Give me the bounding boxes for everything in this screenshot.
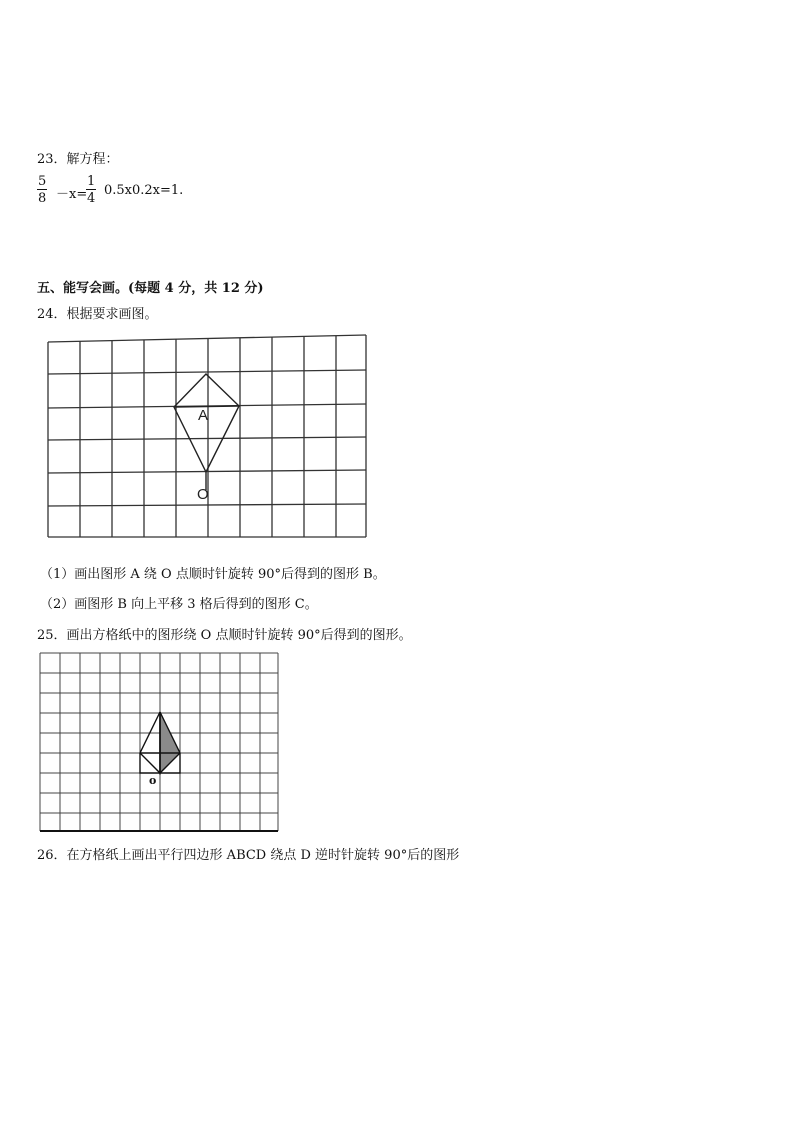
fraction-five-eighths: $\frac{5}{8}$ — [38, 174, 47, 206]
equation-minus-x: －x= — [56, 187, 88, 202]
q24-title: 24．根据要求画图。 — [37, 307, 158, 322]
q24-part2: （2）画图形 B 向上平移 3 格后得到的图形 C。 — [40, 597, 318, 612]
label-o: O — [197, 486, 209, 503]
fraction-one-quarter: $\frac{1}{4}$ — [87, 174, 96, 206]
equation-two: 0.5x0.2x=1. — [104, 183, 184, 198]
section-five-title: 五、能写会画。(每题 4 分，共 12 分) — [37, 281, 264, 296]
q24-grid-lines — [48, 335, 366, 537]
q24-grid-figure — [40, 330, 380, 545]
q24-part1: （1）画出图形 A 绕 O 点顺时针旋转 90°后得到的图形 B。 — [40, 567, 386, 582]
q26-title: 26．在方格纸上画出平行四边形 ABCD 绕点 D 逆时针旋转 90°后的图形 — [37, 848, 460, 863]
q25-title: 25．画出方格纸中的图形绕 O 点顺时针旋转 90°后得到的图形。 — [37, 628, 412, 643]
kite-shape-a — [174, 374, 239, 490]
label-o-small: o — [149, 774, 157, 787]
label-a: A — [198, 407, 209, 424]
arrow-kite-shape — [140, 712, 180, 773]
q25-grid-lines — [40, 653, 278, 831]
q25-grid-figure — [38, 651, 282, 835]
q23-title: 23．解方程： — [37, 152, 119, 167]
